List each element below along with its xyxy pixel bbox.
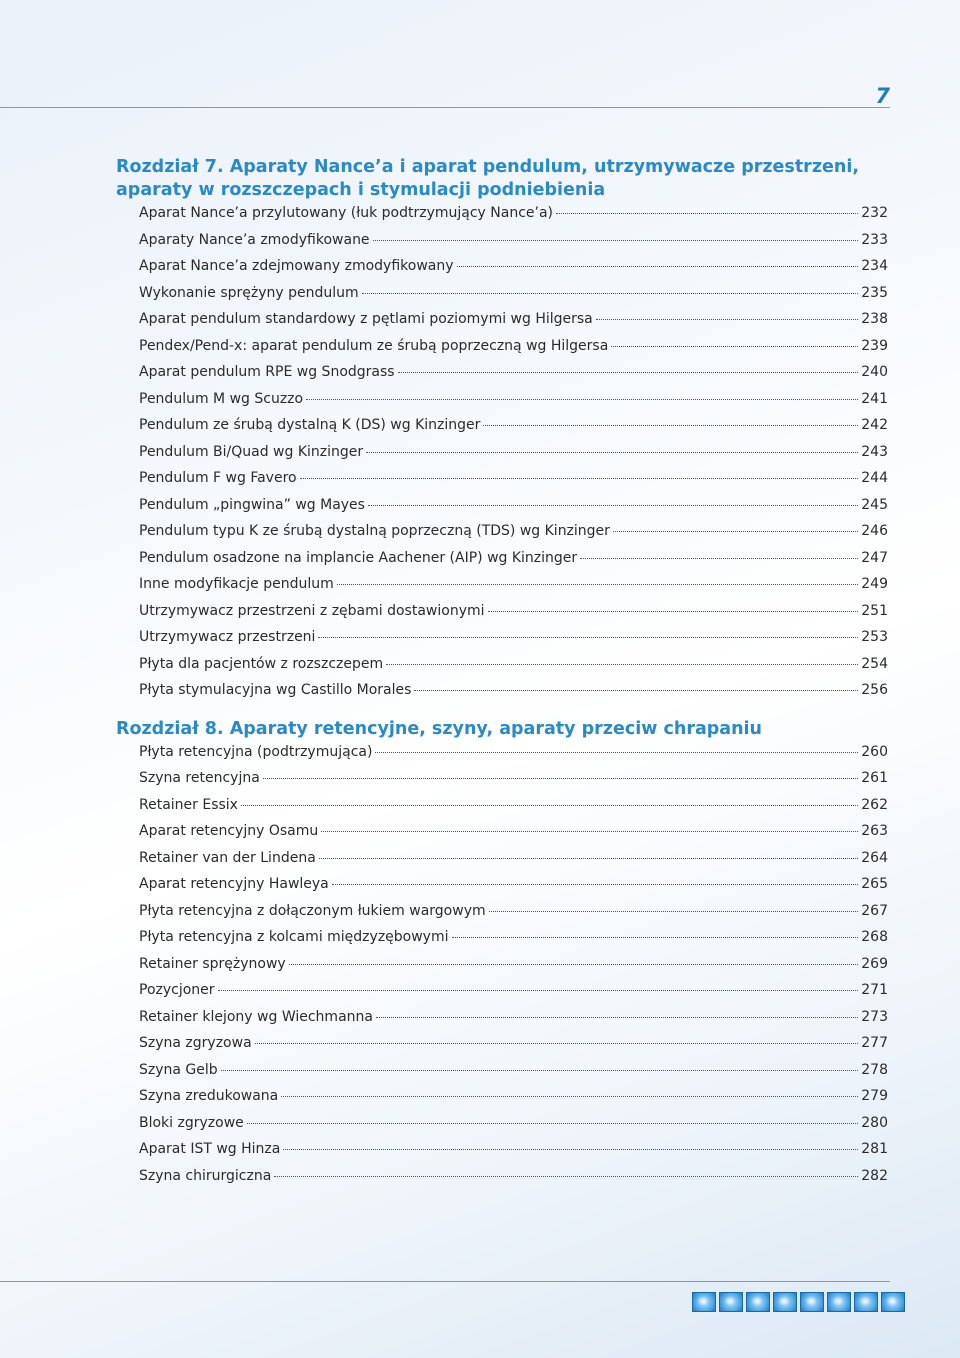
toc-entry-title: Płyta dla pacjentów z rozszczepem (139, 655, 384, 672)
square-icon (800, 1292, 824, 1312)
toc-entry[interactable] (139, 876, 888, 903)
toc-entry-page: 261 (861, 770, 888, 786)
toc-entry-page: 264 (861, 849, 888, 866)
toc-entry-page: 268 (861, 929, 888, 945)
toc-entry-title: Pendulum „pingwina” wg Mayes (139, 496, 365, 513)
toc-entry-page: 260 (861, 743, 888, 760)
toc-entry-page: 281 (861, 1141, 888, 1157)
toc-entry[interactable] (139, 1062, 888, 1089)
toc-entry[interactable] (139, 850, 888, 877)
toc-entry-title: Pendulum osadzone na implancie Aachener (AIP) wg Kinzinger (139, 549, 578, 566)
toc-entry-title: Szyna Gelb (139, 1061, 218, 1078)
toc-entry-page: 247 (861, 549, 888, 566)
toc-entry[interactable] (139, 1088, 888, 1115)
toc-entry-page: 280 (861, 1114, 888, 1131)
toc-entry-page: 239 (861, 337, 888, 354)
square-icon (827, 1292, 851, 1312)
toc-entry-page: 278 (861, 1061, 888, 1078)
dot-leader (373, 240, 859, 241)
toc-entry-title: Aparat Nance’a zdejmowany zmodyfikowany (139, 258, 454, 274)
toc-entry-page: 256 (861, 682, 888, 698)
toc-entry-page: 244 (861, 470, 888, 486)
toc-entry-page: 265 (861, 876, 888, 892)
dot-leader (221, 1070, 859, 1071)
toc-entry[interactable] (139, 285, 888, 312)
toc-entry[interactable] (139, 956, 888, 983)
dot-leader (556, 213, 858, 214)
toc-entry-title: Wykonanie sprężyny pendulum (139, 284, 359, 301)
toc-entry-page: 241 (861, 390, 888, 407)
toc-entry-title: Utrzymywacz przestrzeni (139, 629, 316, 645)
dot-leader (368, 505, 858, 506)
toc-entry[interactable] (139, 1168, 888, 1195)
toc-list (116, 744, 888, 1195)
dot-leader (321, 831, 858, 832)
dot-leader (283, 1149, 858, 1150)
toc-entry[interactable] (139, 797, 888, 824)
dot-leader (398, 372, 859, 373)
dot-leader (489, 911, 859, 912)
toc-entry-title: Aparat pendulum RPE wg Snodgrass (139, 364, 395, 380)
toc-entry-page: 279 (861, 1088, 888, 1104)
dot-leader (375, 752, 858, 753)
dot-leader (263, 778, 858, 779)
toc-entry-page: 238 (861, 311, 888, 327)
dot-leader (611, 346, 858, 347)
dot-leader (457, 266, 859, 267)
toc-entry[interactable] (139, 1009, 888, 1036)
toc-entry[interactable] (139, 232, 888, 259)
toc-entry[interactable] (139, 417, 888, 444)
toc-entry[interactable] (139, 603, 888, 630)
chapter-heading: Rozdział 7. Aparaty Nance’a i aparat pendulum, utrzymywacze przestrzeni, aparaty w rozszczepach i stymulacji podniebienia (116, 157, 859, 200)
dot-leader (596, 319, 859, 320)
page-number: 7 (875, 84, 890, 108)
toc-entry-title: Szyna retencyjna (139, 770, 260, 786)
table-of-contents (116, 156, 888, 1194)
toc-entry-title: Retainer Essix (139, 796, 238, 813)
dot-leader (376, 1017, 858, 1018)
toc-entry-page: 235 (861, 284, 888, 301)
toc-entry[interactable] (139, 629, 888, 656)
toc-entry[interactable] (139, 823, 888, 850)
dot-leader (366, 452, 858, 453)
dot-leader (613, 531, 858, 532)
toc-entry[interactable] (139, 576, 888, 603)
footer-rule (0, 1281, 890, 1282)
header-rule (0, 107, 890, 108)
dot-leader (300, 478, 859, 479)
toc-entry[interactable] (139, 770, 888, 797)
toc-entry-page: 253 (861, 629, 888, 645)
toc-entry-page: 245 (861, 496, 888, 513)
toc-entry[interactable] (139, 550, 888, 577)
toc-entry-title: Pendex/Pend-x: aparat pendulum ze śrubą poprzeczną wg Hilgersa (139, 337, 609, 354)
square-icon (692, 1292, 716, 1312)
toc-entry-title: Płyta retencyjna z kolcami międzyzębowymi (139, 929, 449, 945)
toc-entry-title: Płyta retencyjna (podtrzymująca) (139, 743, 373, 760)
toc-entry-page: 277 (861, 1035, 888, 1051)
toc-entry-title: Aparaty Nance’a zmodyfikowane (139, 231, 370, 248)
toc-entry[interactable] (139, 656, 888, 683)
toc-list (116, 205, 888, 709)
toc-entry-page: 240 (861, 364, 888, 380)
toc-entry-page: 269 (861, 955, 888, 972)
toc-entry[interactable] (139, 391, 888, 418)
dot-leader (306, 399, 858, 400)
toc-entry[interactable] (139, 364, 888, 391)
toc-entry-title: Aparat IST wg Hinza (139, 1141, 281, 1157)
square-icon (773, 1292, 797, 1312)
dot-leader (281, 1096, 858, 1097)
toc-entry-title: Utrzymywacz przestrzeni z zębami dostawionymi (139, 602, 485, 619)
decorative-squares (692, 1292, 905, 1312)
toc-entry-title: Pendulum ze śrubą dystalną K (DS) wg Kinzinger (139, 417, 481, 433)
toc-entry[interactable] (139, 523, 888, 550)
toc-entry[interactable] (139, 444, 888, 471)
toc-entry[interactable] (139, 205, 888, 232)
toc-entry[interactable] (139, 903, 888, 930)
dot-leader (337, 584, 859, 585)
square-icon (719, 1292, 743, 1312)
toc-entry[interactable] (139, 470, 888, 497)
dot-leader (362, 293, 859, 294)
toc-entry-title: Szyna chirurgiczna (139, 1167, 272, 1184)
dot-leader (318, 637, 858, 638)
toc-entry[interactable] (139, 982, 888, 1009)
toc-entry-page: 282 (861, 1167, 888, 1184)
dot-leader (452, 937, 859, 938)
toc-entry-page: 242 (861, 417, 888, 433)
toc-entry[interactable] (139, 1035, 888, 1062)
toc-entry[interactable] (139, 497, 888, 524)
toc-entry-title: Aparat retencyjny Hawleya (139, 876, 329, 892)
toc-entry-title: Pendulum F wg Favero (139, 470, 297, 486)
dot-leader (332, 884, 859, 885)
toc-entry-page: 249 (861, 576, 888, 592)
dot-leader (289, 964, 859, 965)
toc-entry[interactable] (139, 744, 888, 771)
toc-entry-page: 234 (861, 258, 888, 274)
toc-entry[interactable] (139, 929, 888, 956)
toc-entry[interactable] (139, 1141, 888, 1168)
toc-entry-title: Aparat Nance’a przylutowany (łuk podtrzymujący Nance’a) (139, 205, 553, 221)
toc-entry-page: 246 (861, 523, 888, 539)
toc-entry-page: 267 (861, 902, 888, 919)
toc-entry[interactable] (139, 258, 888, 285)
toc-entry-title: Pendulum M wg Scuzzo (139, 390, 304, 407)
toc-entry-title: Retainer sprężynowy (139, 955, 286, 972)
toc-entry[interactable] (139, 1115, 888, 1142)
dot-leader (483, 425, 858, 426)
square-icon (746, 1292, 770, 1312)
toc-entry-title: Pendulum Bi/Quad wg Kinzinger (139, 443, 364, 460)
toc-entry[interactable] (139, 682, 888, 709)
toc-entry-page: 271 (861, 982, 888, 998)
toc-entry-title: Inne modyfikacje pendulum (139, 576, 334, 592)
toc-entry-page: 233 (861, 231, 888, 248)
dot-leader (274, 1176, 858, 1177)
toc-entry-title: Płyta stymulacyjna wg Castillo Morales (139, 682, 412, 698)
toc-entry-title: Aparat retencyjny Osamu (139, 823, 319, 839)
toc-entry-title: Bloki zgryzowe (139, 1114, 244, 1131)
square-icon (854, 1292, 878, 1312)
toc-entry[interactable] (139, 311, 888, 338)
toc-entry-page: 232 (861, 205, 888, 221)
toc-entry-title: Szyna zgryzowa (139, 1035, 252, 1051)
toc-entry-page: 243 (861, 443, 888, 460)
dot-leader (247, 1123, 859, 1124)
chapter-heading: Rozdział 8. Aparaty retencyjne, szyny, aparaty przeciw chrapaniu (116, 718, 763, 739)
toc-entry-page: 273 (861, 1008, 888, 1025)
dot-leader (319, 858, 858, 859)
toc-entry-title: Retainer klejony wg Wiechmanna (139, 1008, 373, 1025)
dot-leader (218, 990, 859, 991)
dot-leader (386, 664, 858, 665)
dot-leader (488, 611, 859, 612)
chapter-8 (116, 718, 888, 1195)
square-icon (881, 1292, 905, 1312)
dot-leader (414, 690, 858, 691)
toc-entry-title: Szyna zredukowana (139, 1088, 279, 1104)
toc-entry-page: 263 (861, 823, 888, 839)
toc-entry-page: 262 (861, 796, 888, 813)
toc-entry-page: 251 (861, 602, 888, 619)
toc-entry-title: Pendulum typu K ze śrubą dystalną poprzeczną (TDS) wg Kinzinger (139, 523, 610, 539)
dot-leader (241, 805, 858, 806)
dot-leader (580, 558, 858, 559)
toc-entry-title: Pozycjoner (139, 982, 215, 998)
toc-entry-title: Płyta retencyjna z dołączonym łukiem wargowym (139, 902, 486, 919)
toc-entry[interactable] (139, 338, 888, 365)
toc-entry-title: Retainer van der Lindena (139, 849, 316, 866)
dot-leader (255, 1043, 859, 1044)
toc-entry-page: 254 (861, 655, 888, 672)
chapter-7 (116, 156, 888, 709)
toc-entry-title: Aparat pendulum standardowy z pętlami poziomymi wg Hilgersa (139, 311, 593, 327)
